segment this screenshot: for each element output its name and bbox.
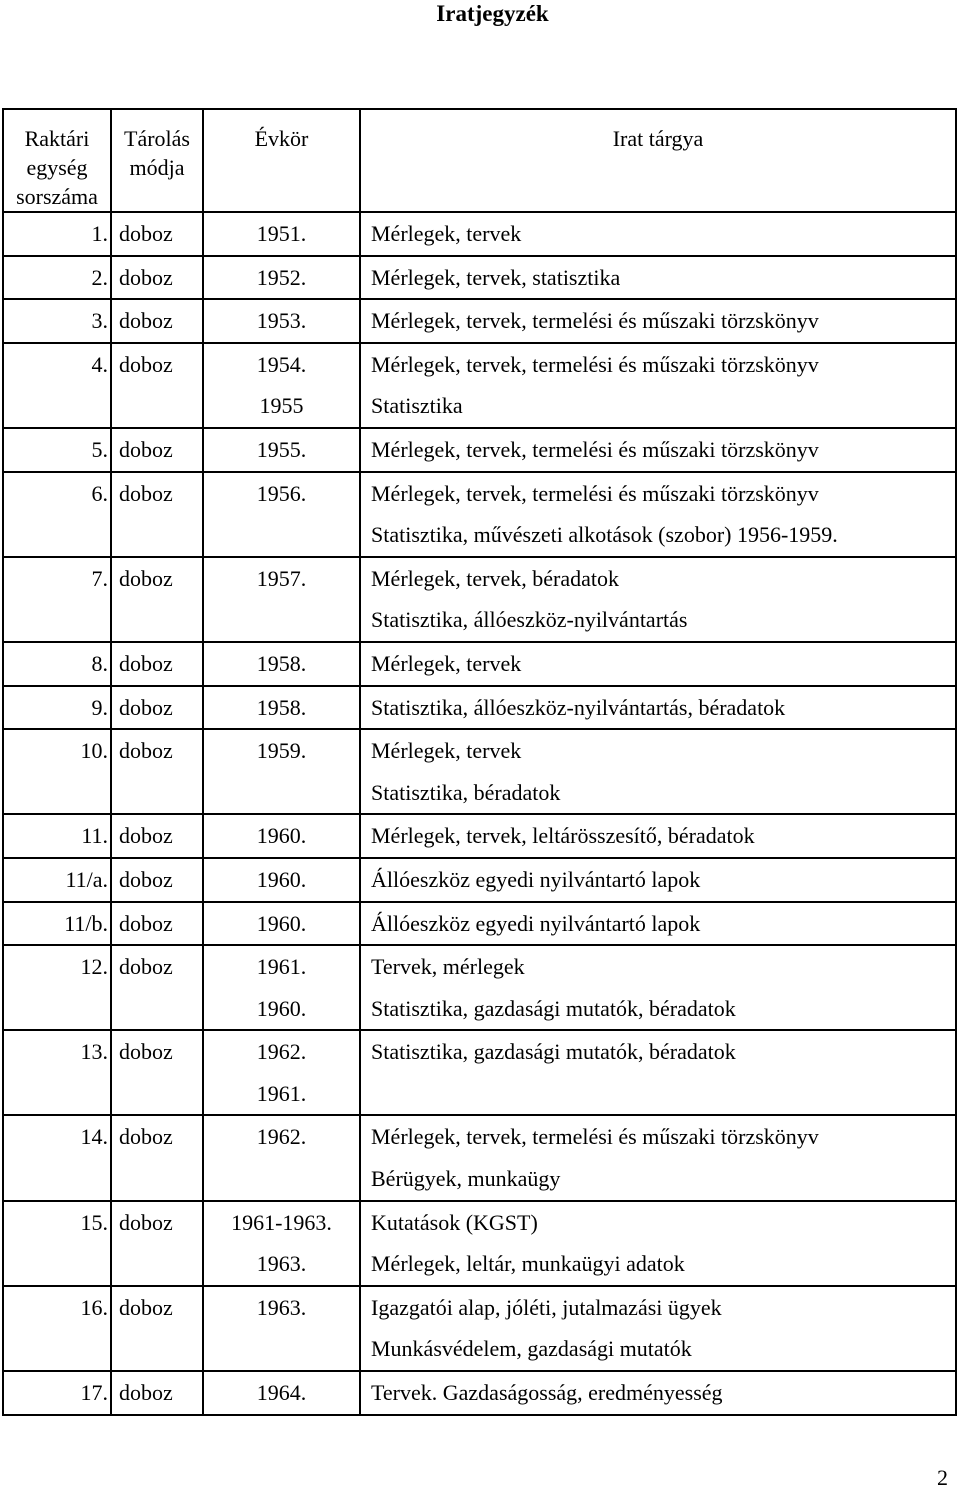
storage-cell — [111, 1115, 203, 1200]
year-value: 1964. — [256, 1380, 307, 1406]
storage-cell — [111, 814, 203, 858]
table-row — [3, 642, 956, 686]
header-subject: Irat tárgya — [360, 109, 956, 212]
storage-cell — [111, 212, 203, 256]
unit-number: 13. — [80, 1039, 108, 1065]
unit-number: 5. — [91, 436, 108, 462]
storage-cell — [111, 642, 203, 686]
subject-cell — [360, 858, 956, 902]
header-storage — [111, 109, 203, 212]
year-value: 1959. — [256, 738, 307, 764]
subject-line: Állóeszköz egyedi nyilvántartó lapok — [371, 910, 701, 936]
years-cell — [203, 1201, 360, 1286]
storage-cell — [111, 256, 203, 300]
storage-type: doboz — [119, 308, 173, 334]
unit-number-cell — [3, 1115, 111, 1200]
year-value: 1953. — [256, 308, 307, 334]
header-unit-number — [3, 109, 111, 212]
storage-type: doboz — [119, 650, 173, 676]
subject-line: Kutatások (KGST) — [371, 1209, 538, 1235]
unit-number-cell — [3, 557, 111, 642]
header-unit-number-line: sorszáma — [16, 184, 98, 209]
table-row — [3, 343, 956, 428]
table-row — [3, 212, 956, 256]
subject-line: Tervek. Gazdaságosság, eredményesség — [371, 1380, 723, 1406]
storage-cell — [111, 299, 203, 343]
subject-cell — [360, 1286, 956, 1371]
year-value — [204, 514, 359, 556]
year-value: 1960. — [256, 995, 307, 1021]
year-value: 1954. — [256, 351, 307, 377]
storage-type: doboz — [119, 1124, 173, 1150]
storage-cell — [111, 902, 203, 946]
subject-line: Mérlegek, tervek, termelési és műszaki törzskönyv — [371, 436, 819, 462]
year-value: 1956. — [256, 480, 307, 506]
subject-cell — [360, 729, 956, 814]
table-row — [3, 945, 956, 1030]
table-row — [3, 1201, 956, 1286]
unit-number: 11/a. — [65, 866, 108, 892]
unit-number-cell — [3, 343, 111, 428]
subject-cell — [360, 343, 956, 428]
year-value — [204, 1158, 359, 1200]
unit-number: 7. — [91, 565, 108, 591]
table-row — [3, 1115, 956, 1200]
storage-type: doboz — [119, 351, 173, 377]
storage-type: doboz — [119, 1380, 173, 1406]
unit-number: 2. — [91, 264, 108, 290]
year-value: 1961. — [256, 1080, 307, 1106]
unit-number-cell — [3, 642, 111, 686]
unit-number: 6. — [91, 480, 108, 506]
year-value: 1963. — [256, 1251, 307, 1277]
subject-cell — [360, 428, 956, 472]
subject-cell — [360, 814, 956, 858]
year-value — [204, 599, 359, 641]
years-cell — [203, 642, 360, 686]
year-value: 1958. — [256, 694, 307, 720]
subject-line: Mérlegek, tervek, termelési és műszaki törzskönyv — [371, 351, 819, 377]
years-cell — [203, 1286, 360, 1371]
storage-cell — [111, 343, 203, 428]
unit-number-cell — [3, 299, 111, 343]
unit-number: 1. — [91, 221, 108, 246]
years-cell — [203, 299, 360, 343]
years-cell — [203, 902, 360, 946]
table-header-row — [3, 109, 956, 212]
table-row — [3, 1030, 956, 1115]
subject-cell — [360, 299, 956, 343]
storage-type: doboz — [119, 910, 173, 936]
subject-cell — [360, 902, 956, 946]
years-cell — [203, 1115, 360, 1200]
unit-number-cell — [3, 814, 111, 858]
subject-line: Statisztika, béradatok — [371, 779, 561, 805]
table-body — [3, 212, 956, 1415]
table-row — [3, 902, 956, 946]
unit-number-cell — [3, 729, 111, 814]
unit-number: 14. — [80, 1124, 108, 1150]
years-cell — [203, 945, 360, 1030]
year-value: 1952. — [256, 264, 307, 290]
subject-cell — [360, 212, 956, 256]
subject-line: Mérlegek, tervek, statisztika — [371, 264, 621, 290]
storage-cell — [111, 428, 203, 472]
years-cell — [203, 256, 360, 300]
unit-number: 10. — [80, 738, 108, 764]
subject-cell — [360, 1371, 956, 1415]
unit-number-cell — [3, 428, 111, 472]
unit-number: 8. — [91, 650, 108, 676]
subject-cell — [360, 1201, 956, 1286]
unit-number-cell — [3, 212, 111, 256]
unit-number-cell — [3, 1030, 111, 1115]
unit-number: 15. — [80, 1209, 108, 1235]
subject-line: Statisztika, művészeti alkotások (szobor) 1956-1959. — [371, 522, 838, 548]
subject-cell — [360, 1115, 956, 1200]
year-value: 1955 — [259, 393, 304, 419]
page-title: Iratjegyzék — [436, 1, 549, 26]
unit-number-cell — [3, 1286, 111, 1371]
header-storage-line: módja — [129, 155, 185, 180]
table-row — [3, 256, 956, 300]
unit-number: 16. — [80, 1294, 108, 1320]
table-row — [3, 1371, 956, 1415]
storage-type: doboz — [119, 1294, 173, 1320]
unit-number: 4. — [91, 351, 108, 377]
year-value — [204, 772, 359, 814]
header-years: Évkör — [203, 109, 360, 212]
table-row — [3, 814, 956, 858]
subject-cell — [360, 945, 956, 1030]
subject-line: Mérlegek, tervek, béradatok — [371, 565, 619, 591]
year-value: 1960. — [256, 823, 307, 849]
years-cell — [203, 729, 360, 814]
subject-cell — [360, 642, 956, 686]
subject-line: Mérlegek, tervek, termelési és műszaki törzskönyv — [371, 480, 819, 506]
storage-cell — [111, 1286, 203, 1371]
subject-line: Állóeszköz egyedi nyilvántartó lapok — [371, 866, 701, 892]
year-value: 1962. — [256, 1039, 307, 1065]
years-cell — [203, 858, 360, 902]
table-row — [3, 557, 956, 642]
subject-line: Bérügyek, munkaügy — [371, 1166, 561, 1192]
year-value: 1955. — [256, 436, 307, 462]
year-value: 1961. — [256, 954, 307, 980]
year-value: 1963. — [256, 1294, 307, 1320]
header-storage-line: Tárolás — [124, 126, 190, 151]
storage-type: doboz — [119, 866, 173, 892]
subject-cell — [360, 686, 956, 730]
years-cell — [203, 1371, 360, 1415]
years-cell — [203, 557, 360, 642]
storage-type: doboz — [119, 954, 173, 980]
table-row — [3, 686, 956, 730]
unit-number-cell — [3, 945, 111, 1030]
storage-type: doboz — [119, 694, 173, 720]
storage-cell — [111, 686, 203, 730]
table-row — [3, 858, 956, 902]
storage-cell — [111, 858, 203, 902]
subject-line: Statisztika, gazdasági mutatók, béradatok — [371, 995, 736, 1021]
storage-type: doboz — [119, 480, 173, 506]
unit-number: 3. — [91, 308, 108, 334]
storage-type: doboz — [119, 436, 173, 462]
subject-line: Mérlegek, tervek, termelési és műszaki törzskönyv — [371, 308, 819, 334]
subject-line: Munkásvédelem, gazdasági mutatók — [371, 1336, 692, 1362]
year-value: 1962. — [256, 1124, 307, 1150]
unit-number-cell — [3, 1371, 111, 1415]
subject-line: Igazgatói alap, jóléti, jutalmazási ügyek — [371, 1294, 722, 1320]
unit-number-cell — [3, 858, 111, 902]
storage-cell — [111, 472, 203, 557]
unit-number: 12. — [80, 954, 108, 980]
subject-line: Mérlegek, tervek, leltárösszesítő, béradatok — [371, 823, 755, 849]
subject-line: Statisztika, állóeszköz-nyilvántartás — [371, 607, 688, 633]
year-value — [204, 1328, 359, 1370]
storage-type: doboz — [119, 738, 173, 764]
storage-type: doboz — [119, 1209, 173, 1235]
years-cell — [203, 814, 360, 858]
storage-cell — [111, 729, 203, 814]
storage-cell — [111, 1201, 203, 1286]
unit-number: 11/b. — [64, 910, 108, 936]
storage-type: doboz — [119, 221, 173, 246]
subject-line: Mérlegek, tervek, termelési és műszaki törzskönyv — [371, 1124, 819, 1150]
year-value: 1958. — [256, 650, 307, 676]
unit-number-cell — [3, 1201, 111, 1286]
storage-cell — [111, 1030, 203, 1115]
page-number: 2 — [937, 1465, 948, 1490]
unit-number-cell — [3, 902, 111, 946]
subject-line — [371, 1073, 955, 1115]
subject-line: Statisztika — [371, 393, 463, 419]
subject-line: Mérlegek, tervek — [371, 738, 522, 764]
years-cell — [203, 212, 360, 256]
subject-line: Mérlegek, leltár, munkaügyi adatok — [371, 1251, 685, 1277]
years-cell — [203, 343, 360, 428]
storage-cell — [111, 1371, 203, 1415]
year-value: 1960. — [256, 910, 307, 936]
subject-line: Statisztika, gazdasági mutatók, béradatok — [371, 1039, 736, 1065]
subject-line: Statisztika, állóeszköz-nyilvántartás, béradatok — [371, 694, 786, 720]
years-cell — [203, 686, 360, 730]
storage-type: doboz — [119, 264, 173, 290]
subject-line: Mérlegek, tervek — [371, 221, 522, 246]
year-value: 1961-1963. — [231, 1209, 332, 1235]
table-row — [3, 299, 956, 343]
subject-line: Tervek, mérlegek — [371, 954, 525, 980]
years-cell — [203, 428, 360, 472]
storage-cell — [111, 945, 203, 1030]
storage-type: doboz — [119, 1039, 173, 1065]
unit-number: 11. — [81, 823, 108, 849]
unit-number-cell — [3, 256, 111, 300]
storage-type: doboz — [119, 823, 173, 849]
table-row — [3, 1286, 956, 1371]
year-value: 1951. — [256, 221, 307, 246]
subject-cell — [360, 557, 956, 642]
storage-type: doboz — [119, 565, 173, 591]
subject-cell — [360, 1030, 956, 1115]
year-value: 1957. — [256, 565, 307, 591]
unit-number-cell — [3, 472, 111, 557]
unit-number: 9. — [91, 694, 108, 720]
storage-cell — [111, 557, 203, 642]
subject-line: Mérlegek, tervek — [371, 650, 522, 676]
table-row — [3, 729, 956, 814]
unit-number: 17. — [80, 1380, 108, 1406]
table-row — [3, 428, 956, 472]
unit-number-cell — [3, 686, 111, 730]
subject-cell — [360, 256, 956, 300]
year-value: 1960. — [256, 866, 307, 892]
subject-cell — [360, 472, 956, 557]
years-cell — [203, 1030, 360, 1115]
header-unit-number-line: egység — [26, 155, 88, 180]
inventory-table — [2, 108, 957, 1416]
header-unit-number-line: Raktári — [24, 126, 90, 151]
years-cell — [203, 472, 360, 557]
table-row — [3, 472, 956, 557]
